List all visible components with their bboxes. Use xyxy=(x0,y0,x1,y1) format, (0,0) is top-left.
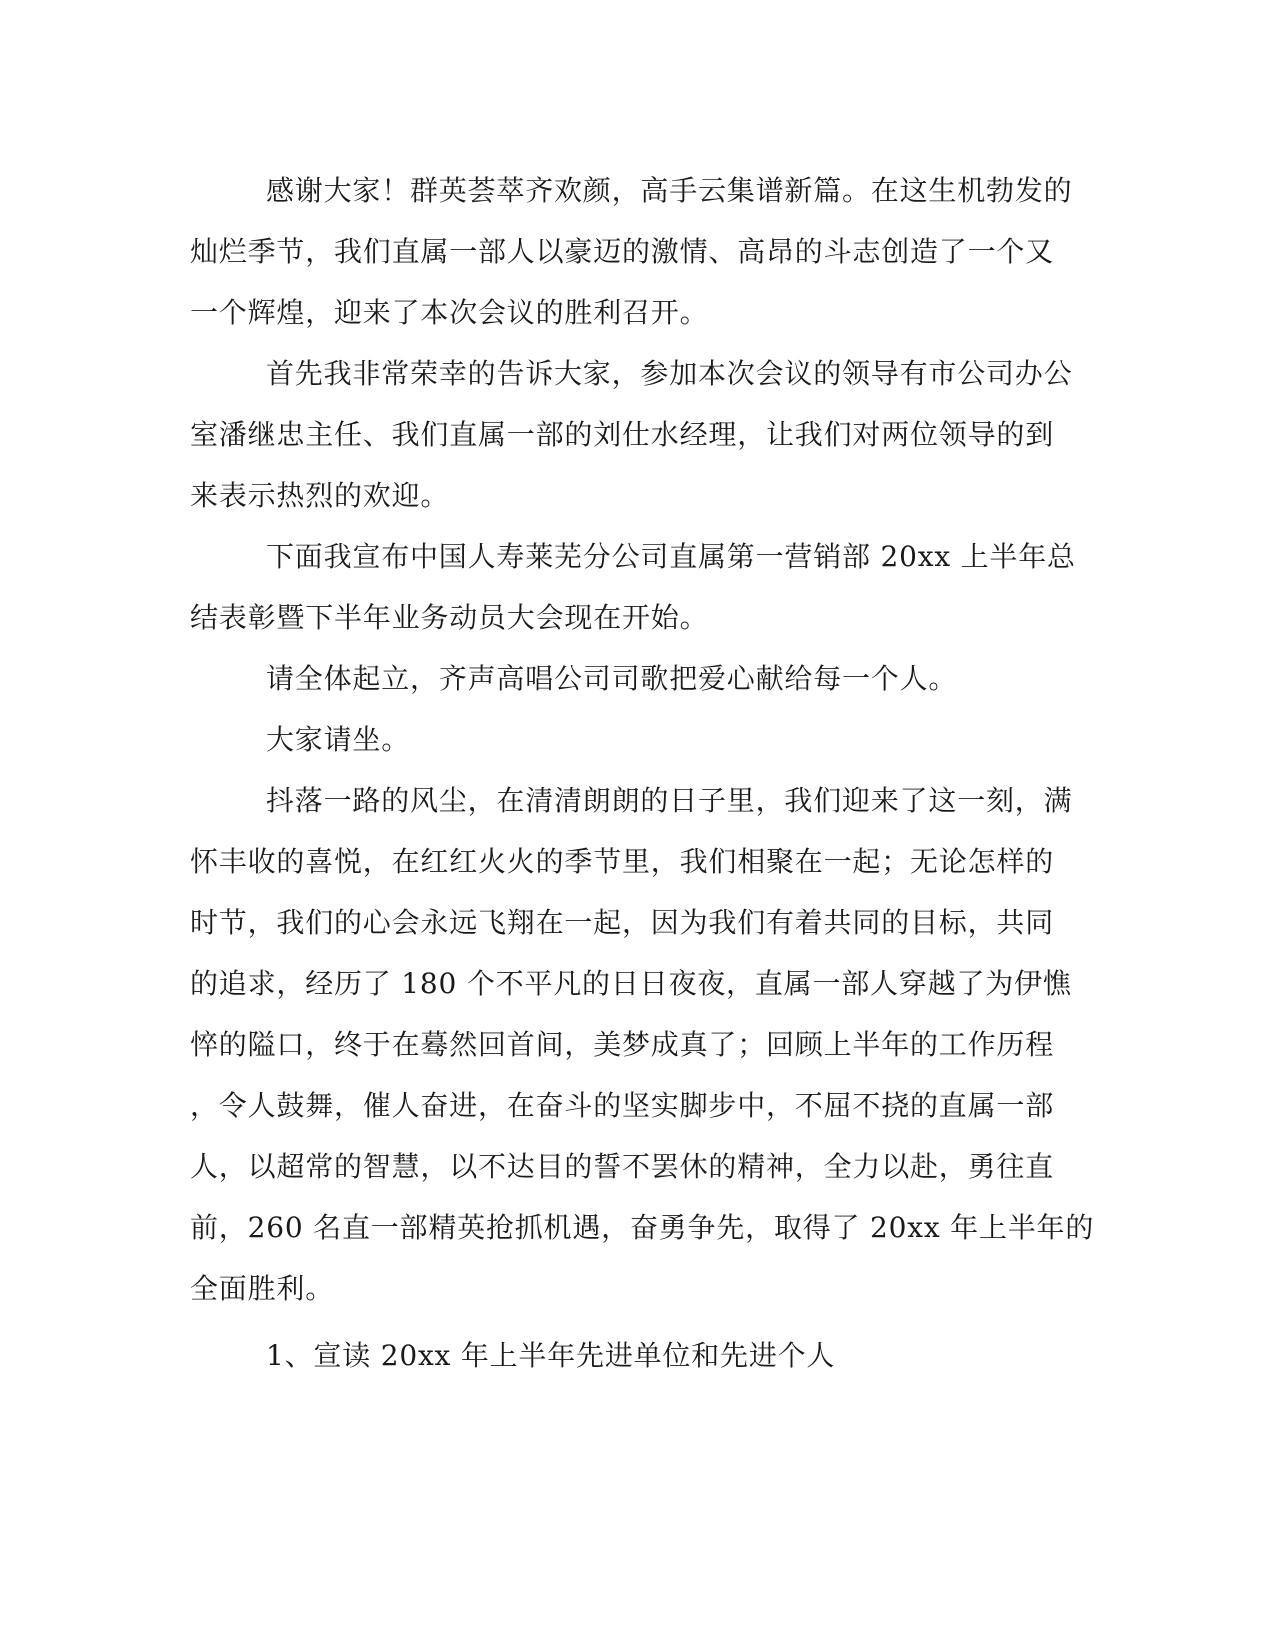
paragraph-agenda-item-1 xyxy=(190,1325,1070,1386)
text-line: 前，260 名直一部精英抢抓机遇，奋勇争先，取得了 20xx 年上半年的 xyxy=(190,1211,1095,1244)
text-line: 1、宣读 20xx 年上半年先进单位和先进个人 xyxy=(266,1339,836,1372)
text-line: 来表示热烈的欢迎。 xyxy=(190,479,450,512)
text-line: 室潘继忠主任、我们直属一部的刘仕水经理，让我们对两位领导的到 xyxy=(190,418,1055,451)
text-line: 结表彰暨下半年业务动员大会现在开始。 xyxy=(190,601,709,634)
paragraph-please-sit xyxy=(190,709,1070,770)
text-line: ，令人鼓舞，催人奋进，在奋斗的坚实脚步中，不屈不挠的直属一部 xyxy=(190,1089,1055,1122)
text-line: 首先我非常荣幸的告诉大家，参加本次会议的领导有市公司办公 xyxy=(266,357,1073,390)
text-line: 下面我宣布中国人寿莱芜分公司直属第一营销部 20xx 上半年总 xyxy=(266,540,1076,573)
text-line: 一个辉煌，迎来了本次会议的胜利召开。 xyxy=(190,296,709,329)
text-line: 抖落一路的风尘，在清清朗朗的日子里，我们迎来了这一刻，满 xyxy=(266,784,1073,817)
paragraph-meeting-open xyxy=(190,526,1076,648)
text-line: 悴的隘口，终于在蓦然回首间，美梦成真了；回顾上半年的工作历程 xyxy=(190,1028,1055,1061)
text-line: 怀丰收的喜悦，在红红火火的季节里，我们相聚在一起；无论怎样的 xyxy=(190,845,1055,878)
paragraph-opening-thanks xyxy=(190,160,1073,343)
paragraph-leaders-intro xyxy=(190,343,1073,526)
document-body xyxy=(190,160,1095,1386)
text-line: 全面胜利。 xyxy=(190,1272,335,1305)
text-line: 的追求，经历了 180 个不平凡的日日夜夜，直属一部人穿越了为伊憔 xyxy=(190,967,1072,1000)
text-line: 灿烂季节，我们直属一部人以豪迈的激情、高昂的斗志创造了一个又 xyxy=(190,235,1055,268)
text-line: 请全体起立，齐声高唱公司司歌把爱心献给每一个人。 xyxy=(266,662,958,695)
paragraph-review xyxy=(190,770,1095,1319)
text-line: 大家请坐。 xyxy=(266,723,411,756)
paragraph-stand-sing xyxy=(190,648,1070,709)
text-line: 感谢大家！群英荟萃齐欢颜，高手云集谱新篇。在这生机勃发的 xyxy=(266,174,1073,207)
text-line: 时节，我们的心会永远飞翔在一起，因为我们有着共同的目标，共同 xyxy=(190,906,1055,939)
text-line: 人，以超常的智慧，以不达目的誓不罢休的精神，全力以赴，勇往直 xyxy=(190,1150,1055,1183)
